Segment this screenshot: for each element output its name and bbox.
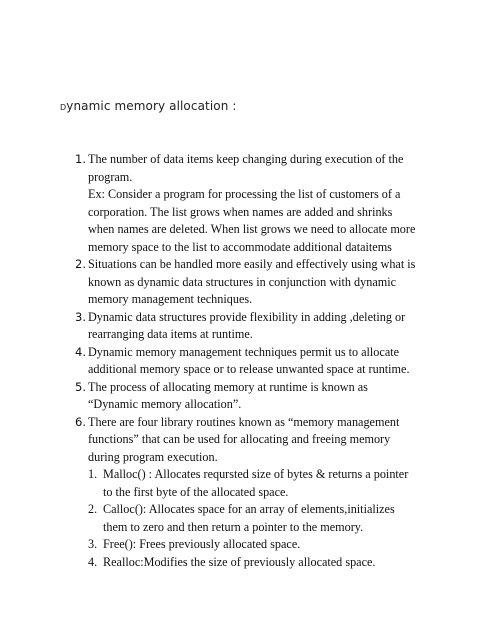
list-item-number: 3. [75, 309, 86, 324]
list-item-text [88, 256, 495, 309]
text-line: when names are deleted. When list grows we need to allocate more [88, 222, 416, 236]
list-item-text [88, 379, 495, 414]
sub-list-item-number: 2. [88, 502, 98, 516]
list-item-number: 2. [75, 257, 86, 271]
page-heading [60, 99, 236, 113]
sub-list-item-text [103, 554, 495, 572]
text-line: Dynamic data structures provide flexibility in adding ,deleting or [88, 309, 406, 324]
heading-first-letter: D [60, 103, 67, 112]
list-item-text [88, 309, 495, 344]
list-item-number: 5. [75, 379, 86, 394]
sub-list-item [0, 501, 495, 536]
text-line: corporation. The list grows when names are added and shrinks [88, 204, 393, 219]
main-list [0, 151, 495, 571]
sub-list-item-number: 4. [88, 554, 98, 569]
text-line: Dynamic memory management techniques permit us to allocate [88, 344, 400, 359]
sub-list-item [0, 554, 495, 572]
list-item-text [88, 151, 495, 256]
text-line: The process of allocating memory at runtime is known as [88, 379, 368, 394]
list-item [0, 151, 495, 256]
sub-list [0, 466, 495, 571]
text-line: There are four library routines known as “memory management [88, 414, 400, 429]
text-line: Ex: Consider a program for processing the list of customers of a [88, 187, 401, 201]
text-line: rearranging data items at runtime. [88, 327, 253, 341]
text-line: Calloc(): Allocates space for an array of elements,initializes [103, 502, 395, 516]
text-line: to the first byte of the allocated space. [103, 484, 289, 499]
text-line: Realloc:Modifies the size of previously allocated space. [103, 554, 376, 569]
list-item-number: 6. [75, 414, 86, 429]
text-line: them to zero and then return a pointer to the memory. [103, 519, 364, 534]
list-item [0, 256, 495, 309]
text-line: Situations can be handled more easily and effectively using what is [88, 257, 416, 271]
text-line: additional memory space or to release unwanted space at runtime. [88, 362, 410, 376]
sub-list-item-text [103, 501, 495, 536]
sub-list-item [0, 536, 495, 554]
text-line: The number of data items keep changing during execution of the [88, 152, 404, 166]
list-item [0, 379, 495, 414]
list-item [0, 309, 495, 344]
list-item-number: 1. [75, 152, 86, 166]
text-line: known as dynamic data structures in conjunction with dynamic [88, 274, 397, 289]
heading-text: ynamic memory allocation : [66, 99, 237, 113]
text-line: “Dynamic memory allocation”. [88, 397, 242, 411]
text-line: memory space to the list to accommodate additional dataitems [88, 239, 392, 254]
sub-list-item-number: 1. [88, 467, 98, 481]
sub-list-item [0, 466, 495, 501]
list-item [0, 414, 495, 572]
list-item [0, 344, 495, 379]
sub-list-item-text [103, 466, 495, 501]
text-line: Free(): Frees previously allocated space. [103, 537, 301, 551]
text-line: program. [88, 169, 133, 184]
text-line: Malloc() : Allocates reqursted size of bytes & returns a pointer [103, 467, 409, 481]
text-line: during program execution. [88, 449, 218, 464]
text-line: memory management techniques. [88, 292, 253, 306]
list-item-text [88, 344, 495, 379]
text-line: functions” that can be used for allocating and freeing memory [88, 432, 391, 446]
list-item-number: 4. [75, 344, 86, 359]
sub-list-item-text [103, 536, 495, 554]
list-item-text [88, 414, 495, 467]
sub-list-item-number: 3. [88, 537, 98, 551]
